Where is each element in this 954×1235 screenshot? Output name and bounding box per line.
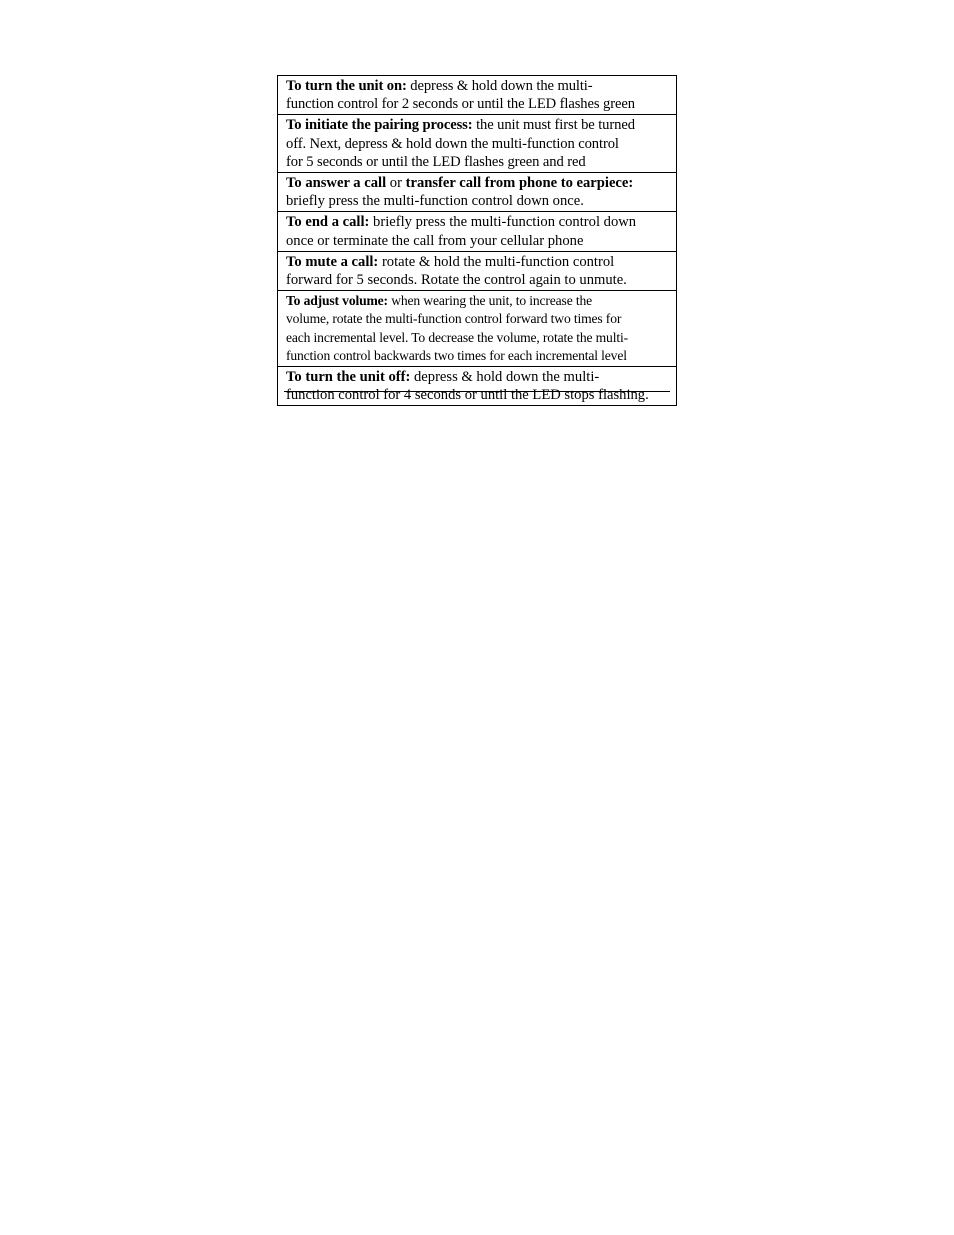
table-row xyxy=(278,173,677,212)
instruction-answer-call xyxy=(278,173,677,212)
instruction-label: To answer a call xyxy=(286,175,387,192)
instruction-turn-on xyxy=(278,76,677,115)
instruction-text: rotate & hold the multi-function control forward for 5 seconds. Rotate the control again to unmute. xyxy=(286,253,627,289)
table-row xyxy=(278,291,677,367)
instruction-label: To turn the unit off: xyxy=(286,369,411,386)
instruction-text: when wearing the unit, to increase the volume, rotate the multi-function control forward two times for each incremental level. To decrease the volume, rotate the multi- function control backwards two times for each incremental level xyxy=(286,293,628,363)
instruction-label: To mute a call: xyxy=(286,253,379,270)
table-row xyxy=(278,115,677,173)
table-row xyxy=(278,251,677,290)
instruction-label: To turn the unit on: xyxy=(286,78,407,94)
instruction-label: To adjust volume: xyxy=(286,293,388,309)
instruction-mute-call xyxy=(278,251,677,290)
instruction-connector: or xyxy=(386,175,406,192)
instruction-turn-off xyxy=(278,367,677,406)
instruction-label: To end a call: xyxy=(286,214,370,231)
instruction-text: briefly press the multi-function control down once or terminate the call from your cellular phone xyxy=(286,214,637,249)
instruction-pairing xyxy=(278,115,677,173)
instruction-text: depress & hold down the multi- function control for 2 seconds or until the LED flashes green xyxy=(286,78,635,113)
instruction-label: To initiate the pairing process: xyxy=(286,117,473,134)
instruction-text: depress & hold down the multi- function control for 4 seconds or until the LED stops flashing. xyxy=(286,369,649,404)
instruction-label-secondary: transfer call from phone to earpiece: xyxy=(405,175,634,192)
table-row xyxy=(278,76,677,115)
table-row xyxy=(278,212,677,251)
instruction-text: briefly press the multi-function control down once. xyxy=(286,193,584,210)
bottom-divider xyxy=(284,391,670,392)
instruction-text: the unit must first be turned off. Next, depress & hold down the multi-function control for 5 seconds or until the LED flashes green and red xyxy=(286,117,635,170)
instruction-adjust-volume xyxy=(278,291,677,367)
instruction-end-call xyxy=(278,212,677,251)
instructions-table xyxy=(277,75,677,406)
table-row xyxy=(278,367,677,406)
